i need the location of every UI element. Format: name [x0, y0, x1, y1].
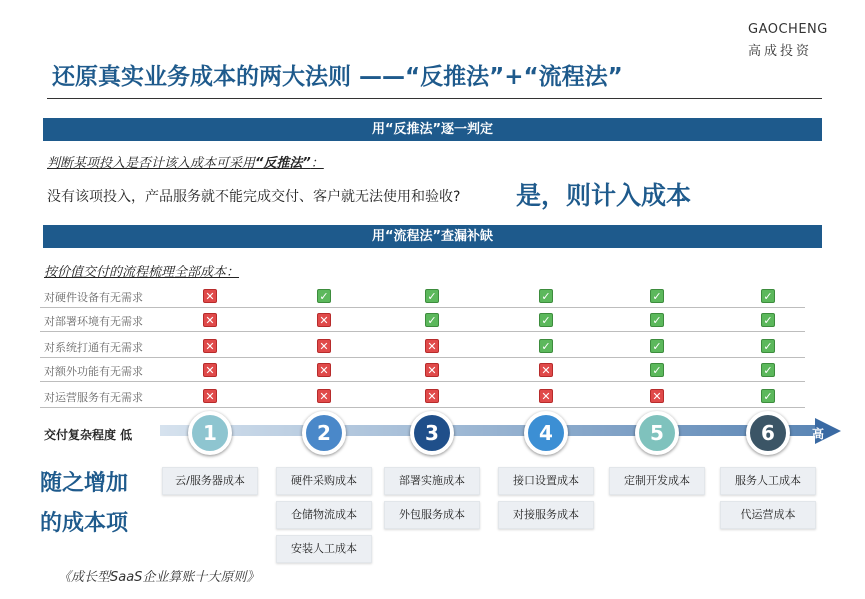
judgement-answer: 是，则计入成本: [516, 181, 692, 210]
section-heading-reverse: 用“反推法”逐一判定: [43, 118, 822, 141]
check-yes-icon: ✓: [650, 339, 664, 353]
cost-item-box: 代运营成本: [720, 501, 816, 529]
source-citation: 《成长型SaaS企业算账十大原则》: [58, 570, 260, 585]
check-no-icon: ✕: [203, 313, 217, 327]
requirement-row-divider: [40, 331, 805, 332]
check-yes-icon: ✓: [761, 339, 775, 353]
title-divider: [47, 98, 822, 99]
check-yes-icon: ✓: [650, 289, 664, 303]
axis-label-high: 高: [812, 427, 825, 441]
cost-item-box: 硬件采购成本: [276, 467, 372, 495]
check-yes-icon: ✓: [761, 313, 775, 327]
intro-emphasis: “反推法”: [255, 156, 311, 171]
check-yes-icon: ✓: [761, 389, 775, 403]
check-no-icon: ✕: [317, 363, 331, 377]
requirement-row-label: 对系统打通有无需求: [44, 341, 143, 354]
requirement-row-label: 对硬件设备有无需求: [44, 291, 143, 304]
brand-name-en: GAOCHENG: [748, 22, 828, 37]
check-yes-icon: ✓: [650, 313, 664, 327]
check-no-icon: ✕: [317, 339, 331, 353]
check-no-icon: ✕: [425, 363, 439, 377]
requirement-row-label: 对运营服务有无需求: [44, 391, 143, 404]
stage-marker: 3: [410, 411, 454, 455]
stage-marker: 2: [302, 411, 346, 455]
requirement-row-divider: [40, 381, 805, 382]
check-yes-icon: ✓: [425, 289, 439, 303]
check-yes-icon: ✓: [761, 363, 775, 377]
intro-text: 判断某项投入是否计该入成本可采用: [47, 156, 256, 171]
check-no-icon: ✕: [317, 313, 331, 327]
requirement-row-label: 对额外功能有无需求: [44, 365, 143, 378]
check-yes-icon: ✓: [425, 313, 439, 327]
cost-item-box: 云/服务器成本: [162, 467, 258, 495]
check-no-icon: ✕: [203, 339, 217, 353]
cost-item-box: 外包服务成本: [384, 501, 480, 529]
check-yes-icon: ✓: [761, 289, 775, 303]
check-no-icon: ✕: [650, 389, 664, 403]
check-yes-icon: ✓: [539, 339, 553, 353]
cost-item-box: 接口设置成本: [498, 467, 594, 495]
stage-marker: 6: [746, 411, 790, 455]
check-yes-icon: ✓: [539, 289, 553, 303]
check-no-icon: ✕: [203, 389, 217, 403]
cost-item-box: 仓储物流成本: [276, 501, 372, 529]
stage-marker: 4: [524, 411, 568, 455]
cost-item-box: 定制开发成本: [609, 467, 705, 495]
check-no-icon: ✕: [425, 339, 439, 353]
cost-item-box: 服务人工成本: [720, 467, 816, 495]
check-yes-icon: ✓: [539, 313, 553, 327]
stage-marker: 5: [635, 411, 679, 455]
stage-marker: 1: [188, 411, 232, 455]
complexity-axis: [160, 425, 815, 436]
cost-item-box: 对接服务成本: [498, 501, 594, 529]
reverse-method-intro: [47, 152, 324, 171]
cost-item-box: 部署实施成本: [384, 467, 480, 495]
cost-item-box: 安装人工成本: [276, 535, 372, 563]
check-no-icon: ✕: [539, 389, 553, 403]
process-method-intro: 按价值交付的流程梳理全部成本：: [44, 265, 240, 280]
page-title: 还原真实业务成本的两大法则 ——“反推法”+“流程法”: [52, 64, 623, 90]
intro-colon: ：: [310, 156, 324, 171]
judgement-question: 没有该项投入，产品服务就不能完成交付、客户就无法使用和验收?: [47, 189, 461, 205]
check-no-icon: ✕: [425, 389, 439, 403]
requirement-row-divider: [40, 407, 805, 408]
brand-name-cn: 高成投资: [748, 44, 813, 59]
axis-label-low: 交付复杂程度 低: [44, 428, 133, 442]
section-heading-process: 用“流程法”查漏补缺: [43, 225, 822, 248]
requirement-row-divider: [40, 357, 805, 358]
side-label-line1: 随之增加: [40, 471, 129, 496]
check-yes-icon: ✓: [317, 289, 331, 303]
check-no-icon: ✕: [203, 363, 217, 377]
check-yes-icon: ✓: [650, 363, 664, 377]
check-no-icon: ✕: [317, 389, 331, 403]
side-label-line2: 的成本项: [40, 511, 129, 536]
requirement-row-divider: [40, 307, 805, 308]
check-no-icon: ✕: [539, 363, 553, 377]
requirement-row-label: 对部署环境有无需求: [44, 315, 143, 328]
check-no-icon: ✕: [203, 289, 217, 303]
